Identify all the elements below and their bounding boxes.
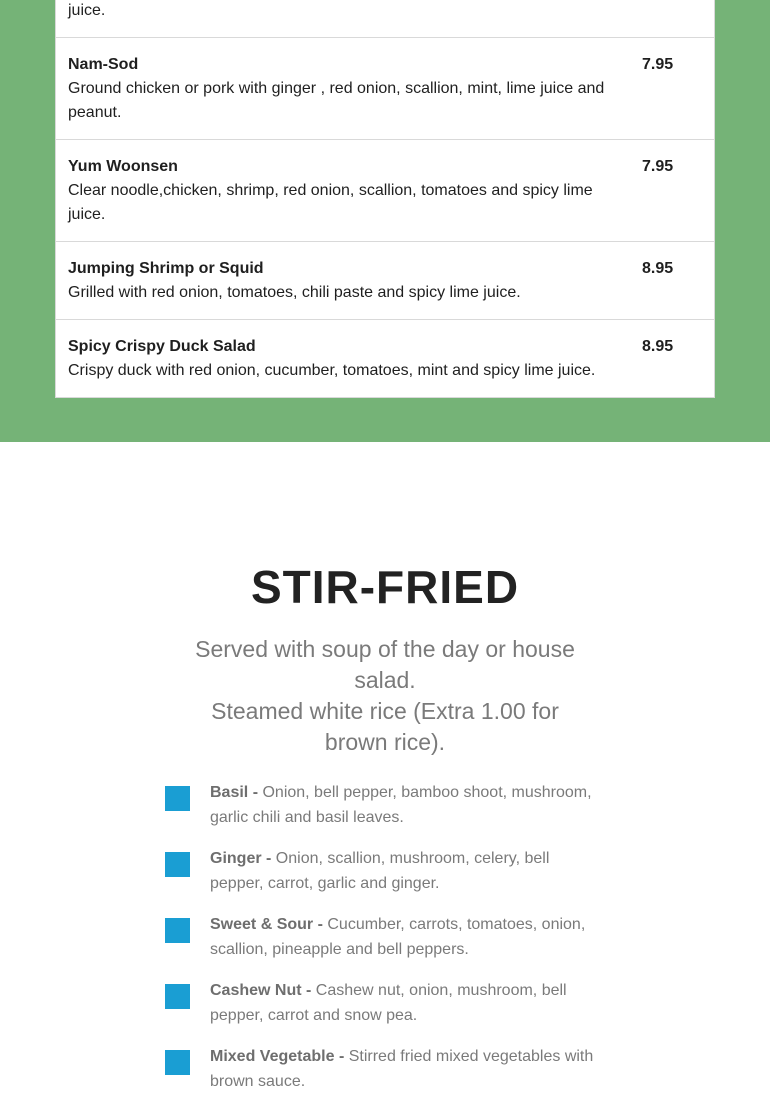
option-name: Ginger - [210, 850, 272, 867]
section-subtitle [180, 634, 590, 758]
menu-row [56, 319, 714, 397]
option-name: Basil - [210, 784, 259, 801]
stir-fried-options-list [165, 780, 595, 1099]
salad-section-background [0, 0, 770, 442]
menu-item-name: Spicy Crispy Duck Salad [68, 338, 256, 355]
option-text [210, 846, 595, 896]
subtitle-line: Steamed white rice (Extra 1.00 for brown rice). [211, 698, 559, 755]
menu-item-price: 7.95 [642, 158, 674, 175]
menu-item-price: 8.95 [642, 338, 674, 355]
list-item [165, 978, 595, 1044]
list-item [165, 780, 595, 846]
menu-row [56, 0, 714, 37]
menu-row [56, 139, 714, 241]
option-text [210, 1044, 595, 1094]
section-title: STIR-FRIED [250, 561, 520, 613]
option-name: Mixed Vegetable - [210, 1048, 345, 1065]
option-text [210, 978, 595, 1028]
option-text [210, 912, 595, 962]
square-bullet-icon [165, 984, 190, 1009]
menu-item-price: 7.95 [642, 56, 674, 73]
salad-menu-table [55, 0, 715, 398]
option-text [210, 780, 595, 830]
menu-item-description: Grilled with red onion, tomatoes, chili paste and spicy lime juice. [68, 284, 521, 301]
option-description: Onion, bell pepper, bamboo shoot, mushroom, garlic chili and basil leaves. [210, 784, 592, 826]
list-item [165, 1044, 595, 1099]
menu-row [56, 37, 714, 139]
square-bullet-icon [165, 918, 190, 943]
option-description: Stirred fried mixed vegetables with brown sauce. [210, 1048, 594, 1090]
option-name: Sweet & Sour - [210, 916, 323, 933]
menu-row [56, 241, 714, 319]
menu-item-price: 8.95 [642, 260, 674, 277]
subtitle-line: Served with soup of the day or house salad. [195, 636, 575, 693]
square-bullet-icon [165, 852, 190, 877]
square-bullet-icon [165, 1050, 190, 1075]
menu-item-description: juice. [68, 2, 106, 19]
list-item [165, 912, 595, 978]
menu-item-name: Yum Woonsen [68, 158, 178, 175]
menu-item-description: Crispy duck with red onion, cucumber, tomatoes, mint and spicy lime juice. [68, 362, 596, 379]
option-description: Cucumber, carrots, tomatoes, onion, scallion, pineapple and bell peppers. [210, 916, 586, 958]
menu-item-name: Nam-Sod [68, 56, 139, 73]
option-description: Onion, scallion, mushroom, celery, bell pepper, carrot, garlic and ginger. [210, 850, 550, 892]
square-bullet-icon [165, 786, 190, 811]
menu-item-description: Clear noodle,chicken, shrimp, red onion, scallion, tomatoes and spicy lime juice. [68, 182, 593, 223]
option-name: Cashew Nut - [210, 982, 312, 999]
option-description: Cashew nut, onion, mushroom, bell pepper, carrot and snow pea. [210, 982, 567, 1024]
list-item [165, 846, 595, 912]
menu-item-description: Ground chicken or pork with ginger , red onion, scallion, mint, lime juice and peanut. [68, 80, 605, 121]
menu-item-name: Jumping Shrimp or Squid [68, 260, 264, 277]
